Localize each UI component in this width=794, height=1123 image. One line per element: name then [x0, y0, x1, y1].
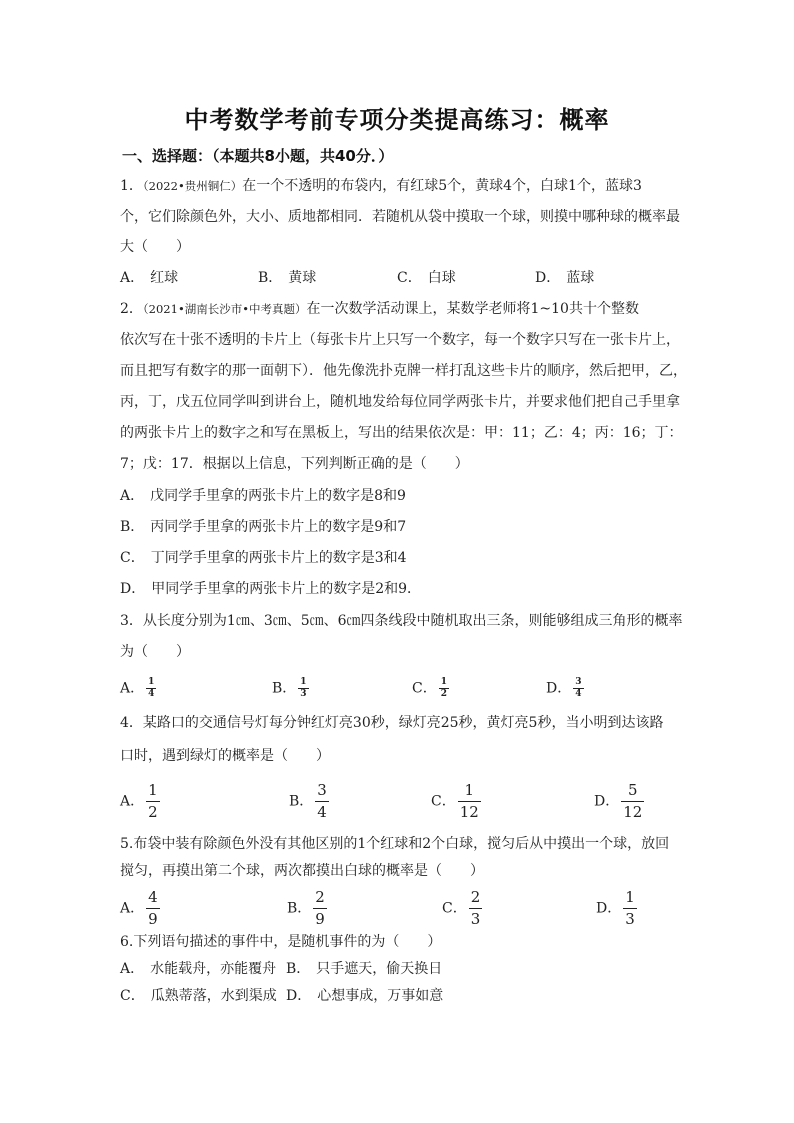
q2-line-2: 依次写在十张不透明的卡片上（每张卡片上只写一个数字，每一个数字只写在一张卡片上，: [120, 332, 680, 348]
q6-option-c: C． 瓜熟蒂落，水到渠成: [120, 988, 277, 1004]
q2-line-6: 7；戊：17．根据以上信息，下列判断正确的是（ ）: [120, 456, 469, 472]
q6-option-d: D． 心想事成，万事如意: [286, 988, 444, 1004]
q5-line-2: 搅匀，再摸出第二个球，两次都摸出白球的概率是（ ）: [120, 863, 484, 879]
q1-text: 在一个不透明的布袋内，有红球5个，黄球4个，白球1个，蓝球3: [242, 178, 642, 194]
q5-option-d: D． $\frac{1}{3}$: [596, 888, 635, 928]
fraction: $\frac{3}{4}$: [575, 677, 582, 699]
q1-number: 1．: [120, 178, 143, 194]
q2-source: （2021•湖南长沙市•中考真题）: [142, 302, 307, 316]
q2-line-5: 的两张卡片上的数字之和写在黑板上，写出的结果依次是：甲：11；乙：4；丙：16；丁：: [120, 425, 683, 441]
q1-option-c: C． 白球: [397, 270, 456, 286]
q1-line-2: 个，它们除颜色外，大小、质地都相同．若随机从袋中摸取一个球，则摸中哪种球的概率最: [120, 209, 680, 225]
fraction: $\frac{1}{2}$: [148, 781, 158, 821]
q5-option-c: C． $\frac{2}{3}$: [442, 888, 481, 928]
section-heading: 一、选择题：（本题共8小题，共40分．）: [122, 147, 394, 165]
fraction: $\frac{2}{3}$: [470, 888, 481, 928]
q4-line-2: 口时，遇到绿灯的概率是（ ）: [120, 748, 330, 764]
q2-line-3: 而且把写有数字的那一面朝下）．他先像洗扑克牌一样打乱这些卡片的顺序，然后把甲，乙，: [120, 363, 687, 379]
fraction: $\frac{2}{9}$: [315, 888, 325, 928]
q2-text: 在一次数学活动课上，某数学老师将1~10共十个整数: [306, 301, 639, 317]
q3-line-1: 3．从长度分别为1㎝、3㎝、5㎝、6㎝四条线段中随机取出三条，则能够组成三角形的概率: [120, 613, 683, 629]
q2-line-1: [120, 299, 639, 319]
q1-option-a: A． 红球: [120, 270, 179, 286]
q3-option-a: A． $\frac{1}{4}$: [120, 677, 155, 699]
q3-option-d: D． $\frac{3}{4}$: [546, 677, 582, 699]
q6-line-1: 6.下列语句描述的事件中，是随机事件的为（ ）: [120, 934, 442, 950]
q1-source: （2022•贵州铜仁）: [142, 179, 243, 193]
q2-option-b: B． 丙同学手里拿的两张卡片上的数字是9和7: [120, 519, 407, 535]
q6-option-a: A． 水能载舟，亦能覆舟: [120, 961, 277, 977]
q4-line-1: 4．某路口的交通信号灯每分钟红灯亮30秒，绿灯亮25秒，黄灯亮5秒，当小明到达该路: [120, 715, 664, 731]
q1-line-1: [120, 176, 642, 196]
fraction: $\frac{1}{2}$: [440, 677, 447, 699]
fraction: $\frac{1}{4}$: [148, 677, 155, 699]
q4-option-b: B． $\frac{3}{4}$: [289, 781, 327, 821]
q5-option-a: A． $\frac{4}{9}$: [120, 888, 158, 928]
q5-line-1: 5.布袋中装有除颜色外没有其他区别的1个红球和2个白球，搅匀后从中摸出一个球，放回: [120, 836, 670, 852]
q4-option-d: D． $\frac{5}{12}$: [594, 781, 643, 821]
q4-option-a: A． $\frac{1}{2}$: [120, 781, 158, 821]
q2-number: 2．: [120, 301, 143, 317]
fraction: $\frac{1}{3}$: [300, 677, 307, 699]
q1-option-b: B． 黄球: [258, 270, 317, 286]
page-title: 中考数学考前专项分类提高练习：概率: [184, 106, 610, 134]
q2-option-a: A． 戊同学手里拿的两张卡片上的数字是8和9: [120, 488, 406, 504]
fraction: $\frac{5}{12}$: [623, 781, 643, 821]
q1-line-3: 大（ ）: [120, 239, 190, 255]
q4-option-c: C． $\frac{1}{12}$: [431, 781, 479, 821]
fraction: $\frac{4}{9}$: [148, 888, 158, 928]
q2-option-d: D． 甲同学手里拿的两张卡片上的数字是2和9．: [120, 581, 422, 597]
q3-option-b: B． $\frac{1}{3}$: [272, 677, 307, 699]
q3-option-c: C． $\frac{1}{2}$: [412, 677, 447, 699]
fraction: $\frac{3}{4}$: [317, 781, 327, 821]
q2-option-c: C． 丁同学手里拿的两张卡片上的数字是3和4: [120, 550, 407, 566]
q5-option-b: B． $\frac{2}{9}$: [287, 888, 325, 928]
q2-line-4: 丙，丁，戊五位同学叫到讲台上，随机地发给每位同学两张卡片，并要求他们把自己手里拿: [120, 394, 680, 410]
q1-option-d: D． 蓝球: [535, 270, 595, 286]
q6-option-b: B． 只手遮天，偷天换日: [286, 961, 443, 977]
fraction: $\frac{1}{12}$: [459, 781, 479, 821]
q3-line-2: 为（ ）: [120, 644, 190, 660]
fraction: $\frac{1}{3}$: [625, 888, 635, 928]
